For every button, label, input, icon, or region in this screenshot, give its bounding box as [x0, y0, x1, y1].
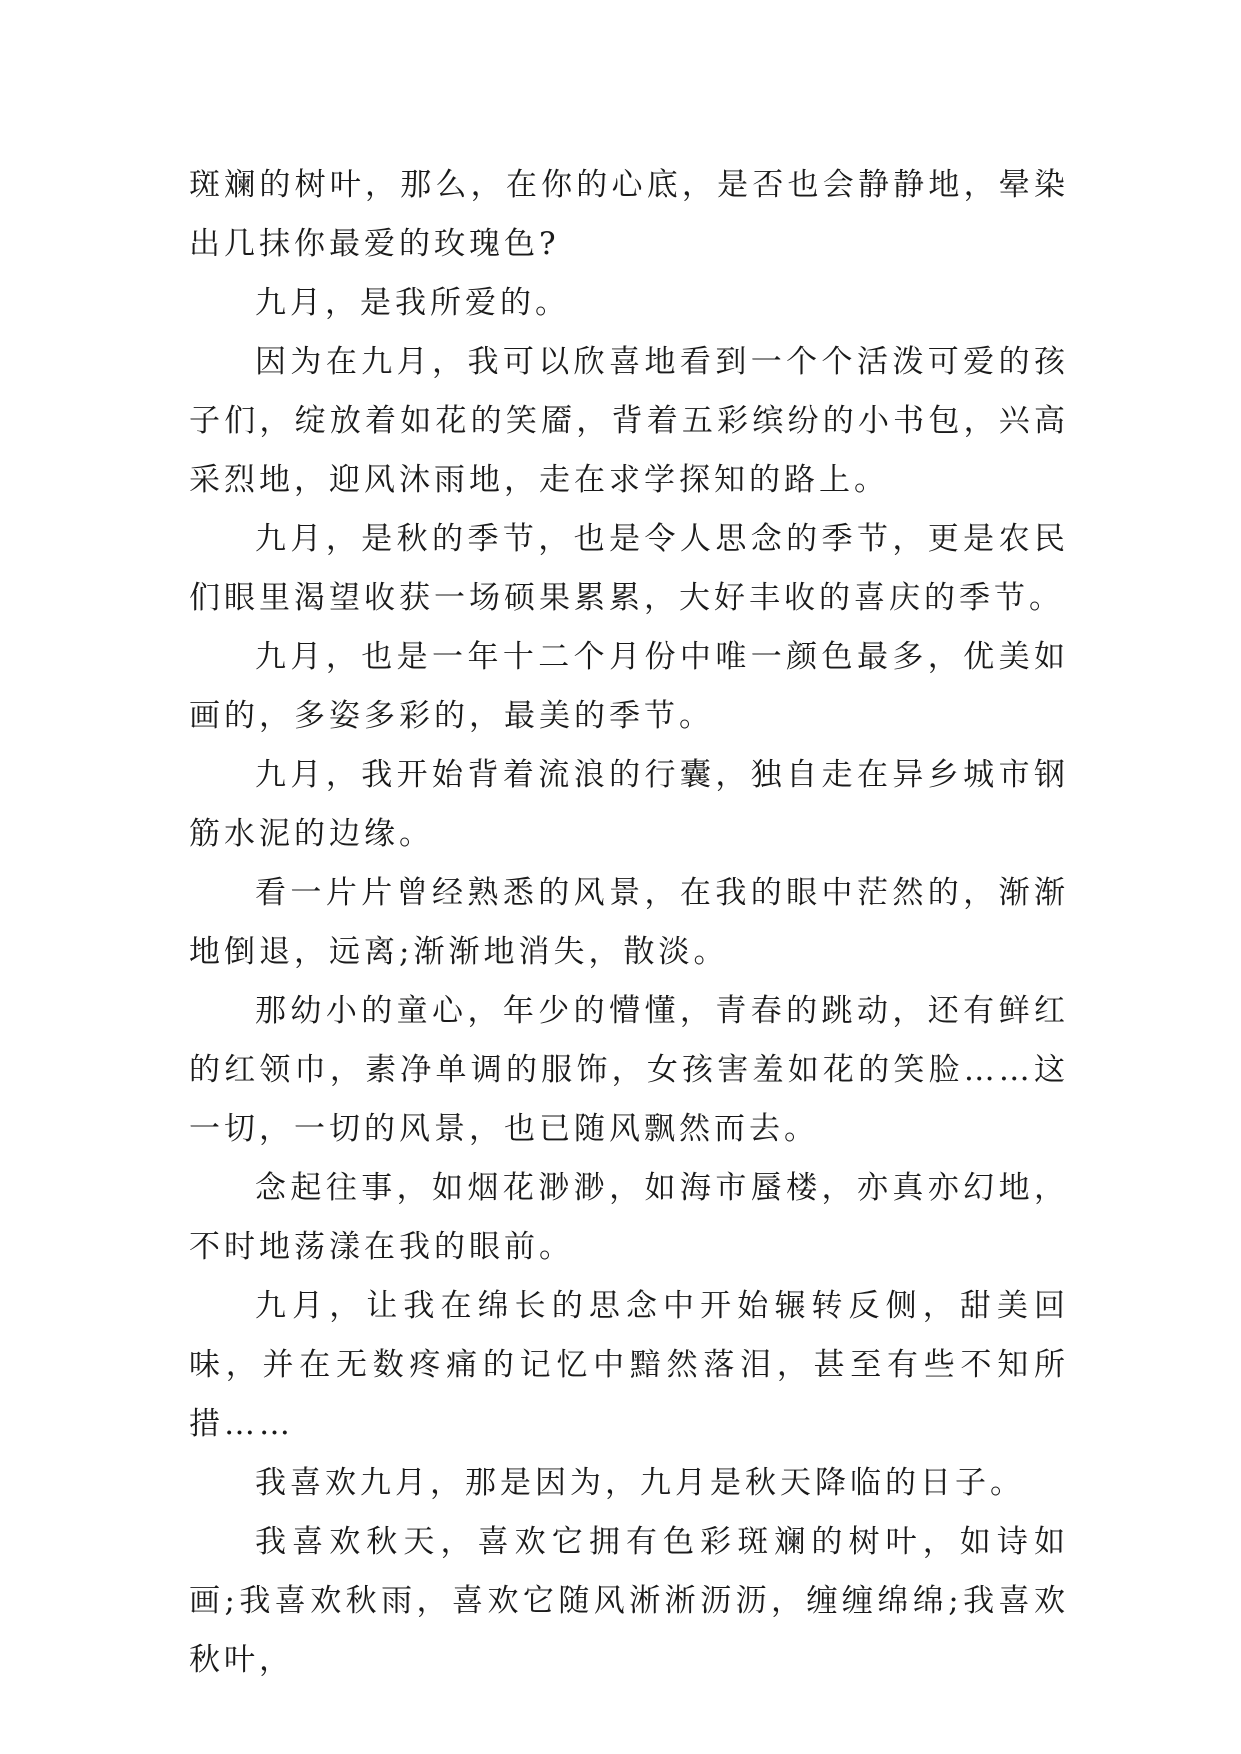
paragraph-10: 九月，让我在绵长的思念中开始辗转反侧，甜美回味，并在无数疼痛的记忆中黯然落泪，甚至有些不知所措…… — [189, 1288, 1069, 1442]
paragraph-1: 斑斓的树叶，那么，在你的心底，是否也会静静地，晕染出几抹你最爱的玫瑰色? — [189, 167, 1069, 262]
paragraph-12: 我喜欢秋天，喜欢它拥有色彩斑斓的树叶，如诗如画;我喜欢秋雨，喜欢它随风淅淅沥沥，缠缠绵绵;我喜欢秋叶， — [189, 1524, 1069, 1678]
paragraph-5: 九月，也是一年十二个月份中唯一颜色最多，优美如画的，多姿多彩的，最美的季节。 — [189, 639, 1069, 734]
paragraph-6: 九月，我开始背着流浪的行囊，独自走在异乡城市钢筋水泥的边缘。 — [189, 757, 1069, 852]
paragraph-7: 看一片片曾经熟悉的风景，在我的眼中茫然的，渐渐地倒退，远离;渐渐地消失，散淡。 — [189, 875, 1069, 970]
paragraph-2: 九月，是我所爱的。 — [255, 285, 570, 321]
paragraph-3: 因为在九月，我可以欣喜地看到一个个活泼可爱的孩子们，绽放着如花的笑靥，背着五彩缤纷的小书包，兴高采烈地，迎风沐雨地，走在求学探知的路上。 — [189, 344, 1069, 498]
paragraph-11: 我喜欢九月，那是因为，九月是秋天降临的日子。 — [255, 1465, 1025, 1501]
body-text — [189, 156, 1069, 1690]
paragraph-9: 念起往事，如烟花渺渺，如海市蜃楼，亦真亦幻地，不时地荡漾在我的眼前。 — [189, 1170, 1069, 1265]
paragraph-8: 那幼小的童心，年少的懵懂，青春的跳动，还有鲜红的红领巾，素净单调的服饰，女孩害羞如花的笑脸……这一切，一切的风景，也已随风飘然而去。 — [189, 993, 1069, 1147]
paragraph-4: 九月，是秋的季节，也是令人思念的季节，更是农民们眼里渴望收获一场硕果累累，大好丰收的喜庆的季节。 — [189, 521, 1069, 616]
